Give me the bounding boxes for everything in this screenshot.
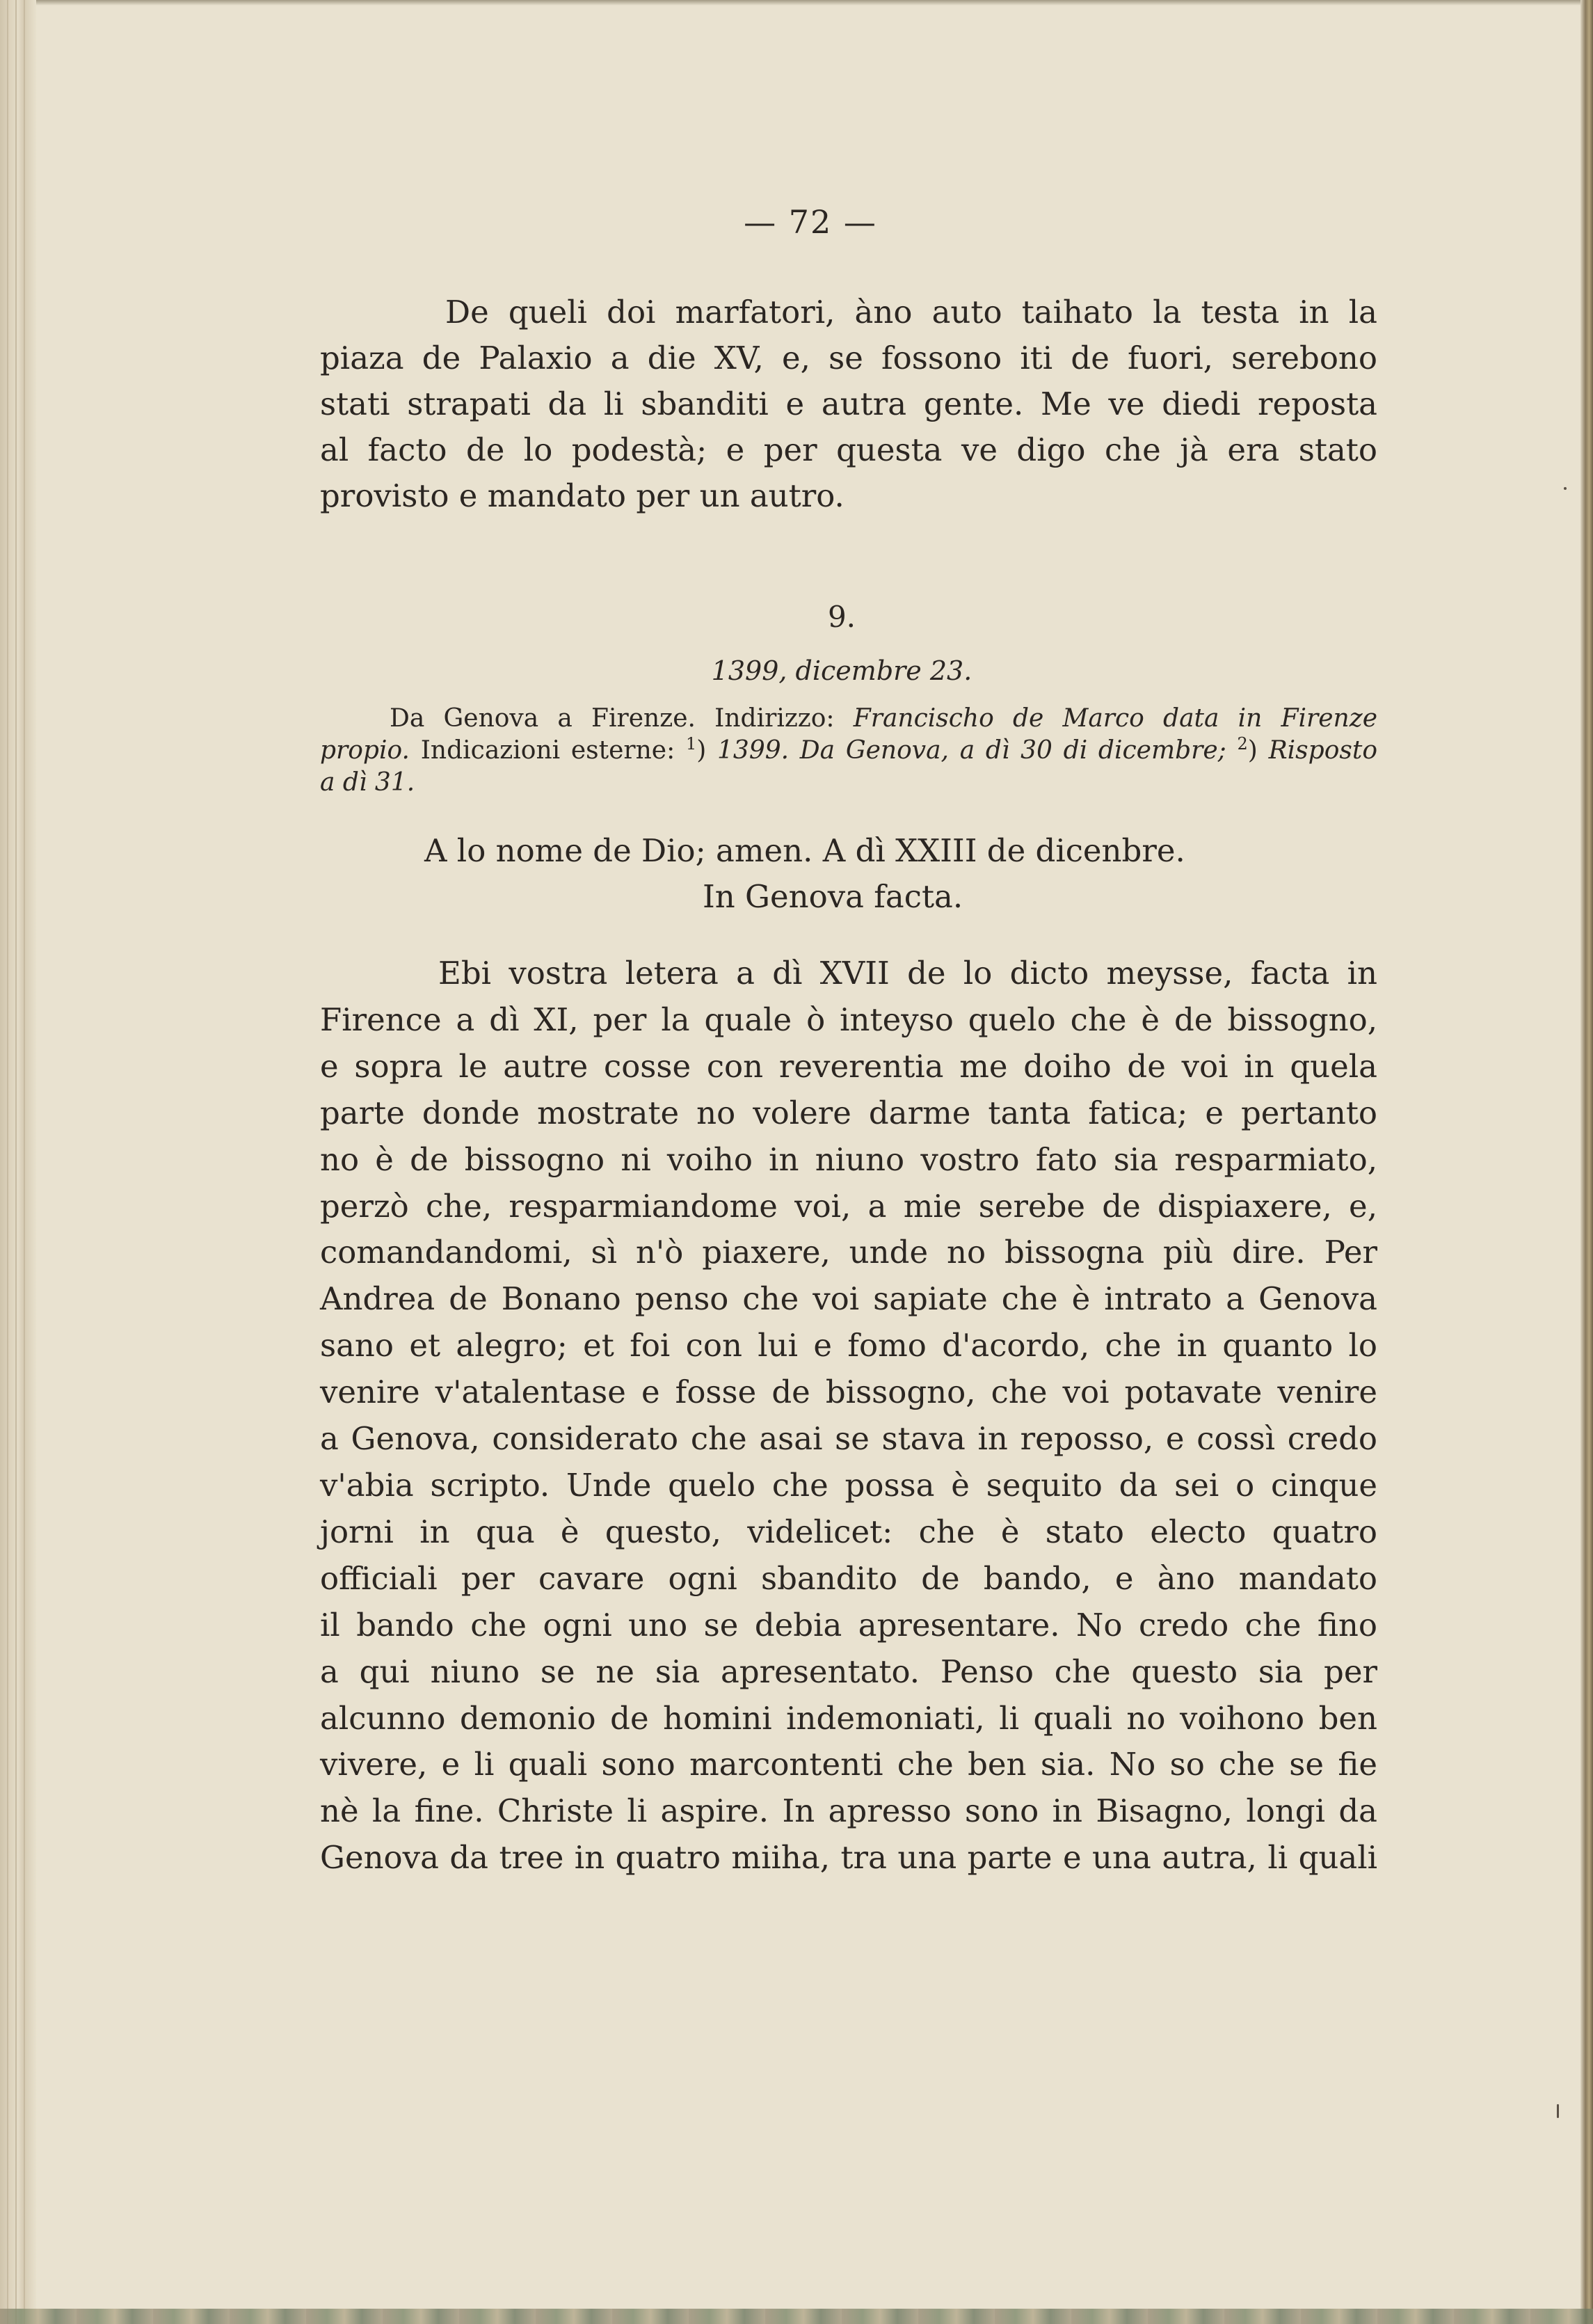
text-line: provisto e mandato per un autro. <box>320 477 844 514</box>
header-line-1 <box>320 703 1377 735</box>
text-line: a Genova, considerato che asai se stava in reposso, e cossì credo <box>320 1420 1377 1458</box>
text-line: Ebi vostra letera a dì XVII de lo dicto meysse, facta in <box>438 955 1377 992</box>
page-number: — 72 — <box>744 203 877 241</box>
text-line: al facto de lo podestà; e per questa ve digo che jà era stato <box>320 431 1377 468</box>
binding-line <box>7 0 8 2324</box>
header-address-end: propio. <box>320 736 410 765</box>
page-top-edge <box>0 0 1593 6</box>
paper-speck <box>1557 2104 1559 2118</box>
text-line: a qui niuno se ne sia apresentato. Penso che questo sia per <box>320 1653 1377 1690</box>
header-line-3: a dì 31. <box>320 768 415 797</box>
text-line: De queli doi marfatori, àno auto taihato la testa in la <box>445 294 1377 331</box>
text-line: Genova da tree in quatro miiha, tra una parte e una autra, li quali <box>320 1839 1377 1877</box>
paragraph-continuation <box>320 289 1377 519</box>
paper-speck <box>1564 487 1567 490</box>
text-line: Andrea de Bonano penso che voi sapiate che è intrato a Genova <box>320 1280 1377 1318</box>
footnote-marker: $^1$) <box>685 734 707 765</box>
text-line: perzò che, resparmiandome voi, a mie serebe de dispiaxere, e, <box>320 1187 1377 1225</box>
text-line: no è de bissogno ni voiho in niuno vostro fato sia resparmiato, <box>320 1140 1377 1178</box>
document-header-note <box>320 703 1377 799</box>
text-line: parte donde mostrate no volere darme tanta fatica; e pertanto <box>320 1094 1377 1131</box>
binding-line <box>15 0 17 2324</box>
text-line: nè la fine. Christe li aspire. In apresso sono in Bisagno, longi da <box>320 1792 1377 1830</box>
text-line: jorni in qua è questo, videlicet: che è stato electo quatro <box>320 1513 1377 1550</box>
text-line: il bando che ogni uno se debia apresentare. No credo che fino <box>320 1606 1377 1643</box>
footnote-marker: $^2$) <box>1237 734 1258 765</box>
book-binding-edge <box>0 0 36 2324</box>
page-bottom-edge <box>0 2309 1593 2324</box>
salutation <box>390 828 1294 920</box>
text-line: stati strapati da li sbanditi e autra gente. Me ve diedi reposta <box>320 385 1377 422</box>
text-line: officiali per cavare ogni sbandito de bando, e àno mandato <box>320 1559 1377 1597</box>
document-number: 9. <box>827 600 856 634</box>
text-line: piaza de Palaxio a die XV, e, se fossono iti de fuori, serebono <box>320 340 1377 376</box>
text-line: vivere, e li quali sono marcontenti che ben sia. No so che se fie <box>320 1746 1377 1783</box>
text-line: alcunno demonio de homini indemoniati, li quali no voihono ben <box>320 1699 1377 1737</box>
header-text: Indicazioni esterne: <box>420 736 675 765</box>
letter-body <box>320 950 1377 1881</box>
header-line-2 <box>320 735 1377 767</box>
external-note-2: Risposto <box>1268 736 1377 765</box>
text-line: Firence a dì XI, per la quale ò inteyso quelo che è de bissogno, <box>320 1001 1377 1038</box>
header-text: Da Genova a Firenze. Indirizzo: <box>390 704 835 733</box>
text-line: e sopra le autre cosse con reverentia me doiho de voi in quela <box>320 1047 1377 1085</box>
text-line: venire v'atalentase e fosse de bissogno, che voi potavate venire <box>320 1374 1377 1411</box>
text-line: v'abia scripto. Unde quelo che possa è sequito da sei o cinque <box>320 1466 1377 1504</box>
text-line: sano et alegro; et foi con lui e fomo d'acordo, che in quanto lo <box>320 1327 1377 1364</box>
salutation-line: A lo nome de Dio; amen. A dì XXIII de dicenbre. <box>424 832 1185 869</box>
text-line: comandandomi, sì n'ò piaxere, unde no bissogna più dire. Per <box>320 1234 1377 1271</box>
document-date: 1399, dicembre 23. <box>711 655 972 686</box>
external-note-1: 1399. Da Genova, a dì 30 di dicembre; <box>717 736 1226 765</box>
header-address: Francischo de Marco data in Firenze <box>853 704 1377 733</box>
binding-line <box>24 0 25 2324</box>
page-right-edge <box>1580 0 1593 2324</box>
salutation-place: In Genova facta. <box>703 878 963 915</box>
